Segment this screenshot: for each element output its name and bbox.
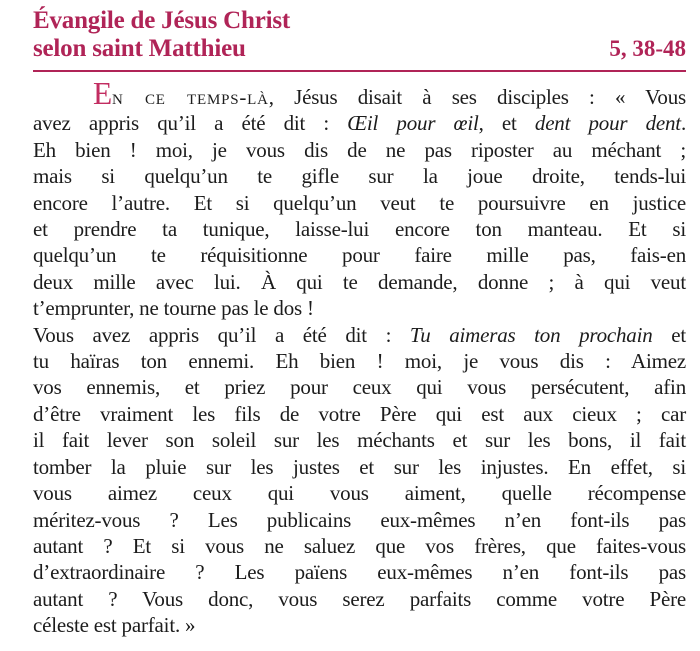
text-line (33, 507, 686, 533)
text-line (33, 480, 686, 506)
reading-header (33, 7, 686, 63)
gospel-text (33, 76, 687, 639)
text-line (33, 269, 686, 295)
reading-title (33, 7, 290, 63)
text-line (33, 322, 686, 348)
text-line (33, 295, 686, 321)
text-line (33, 454, 686, 480)
text-run: tomber la pluie sur les justes et sur les injustes. En effet, si (33, 454, 686, 479)
text-run: . (680, 111, 687, 136)
text-run: quelqu’un te réquisitionne pour faire mille pas, fais-en (33, 243, 686, 268)
text-line (33, 374, 686, 400)
text-line (33, 163, 686, 189)
text-run: Vous avez appris qu’il a été dit : (33, 322, 410, 347)
text-run: encore l’autre. Et si quelqu’un veut te poursuivre en justice (33, 190, 686, 215)
text-run: n ce temps-là (112, 85, 269, 109)
text-run: céleste est parfait. » (33, 613, 196, 638)
text-run: il fait lever son soleil sur les méchants et sur les bons, il fait (33, 428, 686, 453)
text-line (33, 110, 686, 136)
text-run: Tu aimeras ton prochain (409, 322, 653, 347)
text-run: dent pour dent (534, 111, 681, 136)
text-line (33, 216, 686, 242)
text-run: mais si quelqu’un te gifle sur la joue droite, tends-lui (33, 164, 686, 189)
text-line (33, 559, 686, 585)
text-line (33, 76, 686, 111)
header-rule (33, 70, 686, 72)
scripture-reference: 5, 38-48 (609, 36, 686, 61)
text-run: avez appris qu’il a été dit : (33, 111, 348, 136)
text-line (33, 190, 686, 216)
text-run: autant ? Vous donc, vous serez parfaits comme votre Père (33, 586, 686, 611)
text-run: vos ennemis, et priez pour ceux qui vous persécutent, afin (33, 375, 686, 400)
text-run: , et (478, 111, 535, 136)
text-run: d’extraordinaire ? Les païens eux-mêmes n’en font-ils pas (33, 560, 686, 585)
text-run: d’être vraiment les fils de votre Père qui est aux cieux ; car (33, 401, 686, 426)
text-line (33, 348, 686, 374)
text-line (33, 401, 686, 427)
initial-letter: E (93, 76, 113, 111)
text-line (33, 427, 686, 453)
text-line (33, 612, 686, 638)
text-line (33, 586, 686, 612)
text-run: Œil pour œil (347, 111, 479, 136)
text-run: méritez-vous ? Les publicains eux-mêmes n’en font-ils pas (33, 507, 686, 532)
reading-title-line1: Évangile de Jésus Christ (33, 7, 291, 34)
text-run: et (652, 322, 686, 347)
text-run: Eh bien ! moi, je vous dis de ne pas riposter au méchant ; (33, 137, 686, 162)
text-run: , Jésus disait à ses disciples : « Vous (268, 85, 686, 109)
text-run: deux mille avec lui. À qui te demande, donne ; à qui veut (33, 269, 686, 294)
text-run: vous aimez ceux qui vous aiment, quelle récompense (33, 481, 686, 506)
text-run: t’emprunter, ne tourne pas le dos ! (33, 296, 314, 321)
text-run: autant ? Et si vous ne saluez que vos frères, que faites-vous (33, 533, 686, 558)
text-run: et prendre ta tunique, laisse-lui encore ton manteau. Et si (33, 217, 686, 242)
text-line (33, 533, 686, 559)
reading-title-line2: selon saint Matthieu (33, 35, 246, 62)
text-run: tu haïras ton ennemi. Eh bien ! moi, je vous dis : Aimez (33, 349, 686, 374)
text-line (33, 137, 686, 163)
text-line (33, 242, 686, 268)
